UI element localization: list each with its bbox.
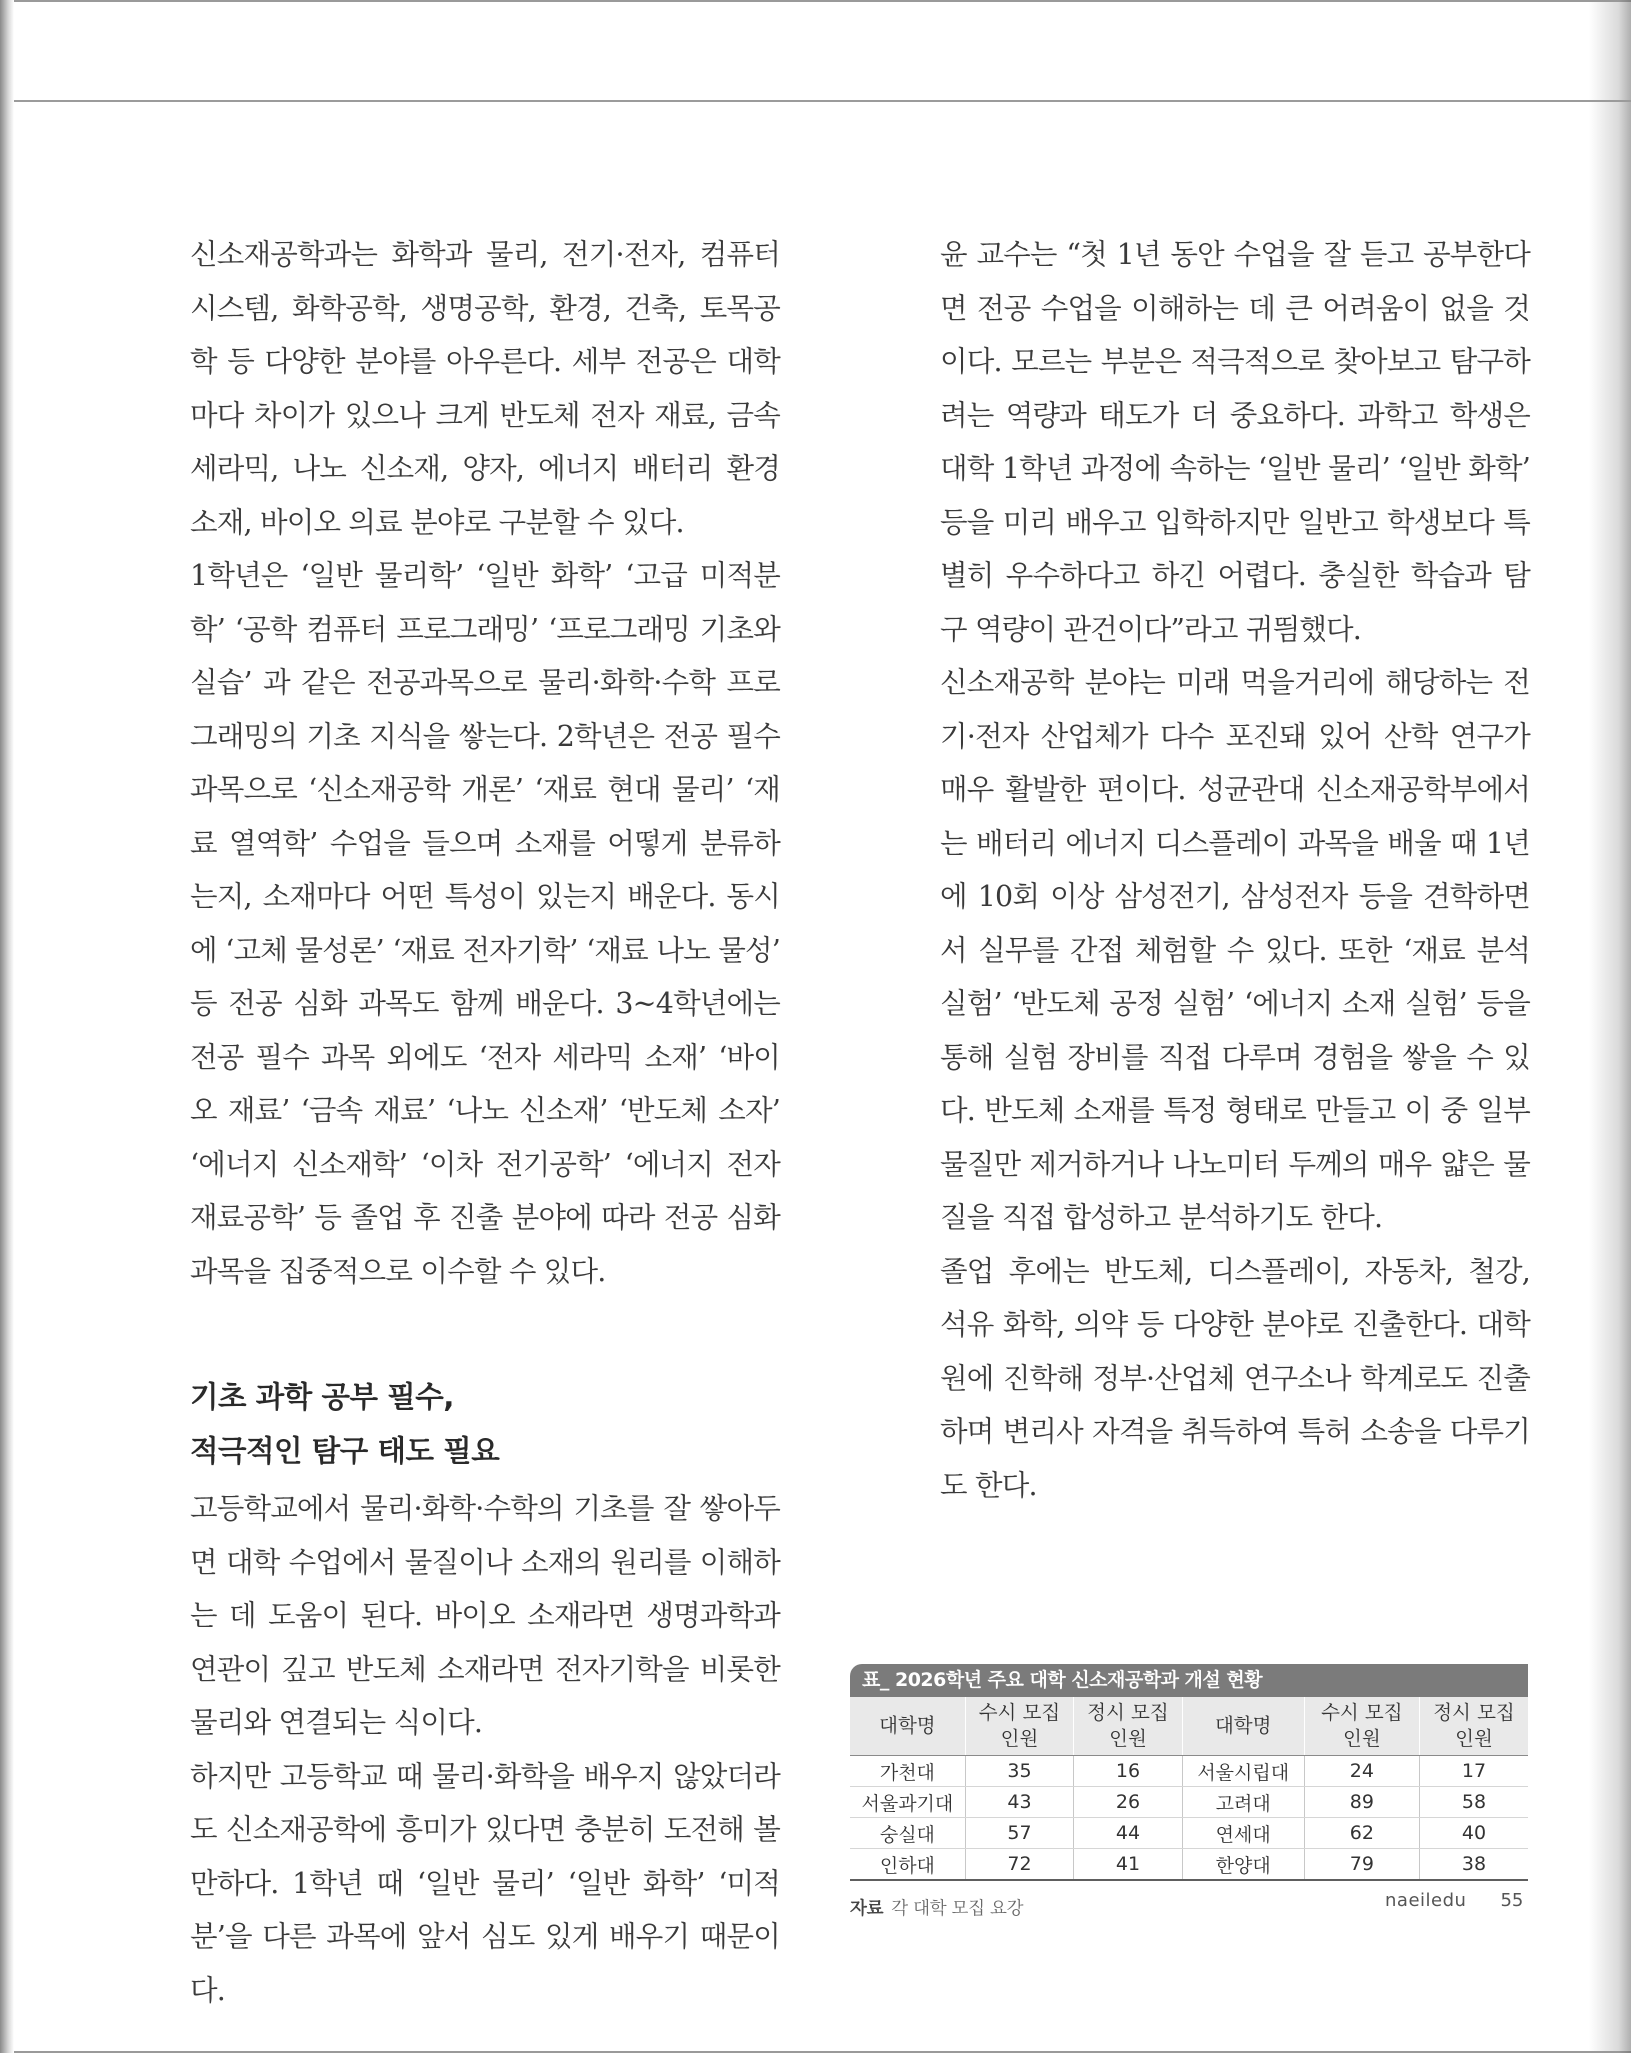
col-header: 수시 모집 인원 [1304,1697,1419,1756]
table-cell: 16 [1074,1756,1182,1787]
magazine-name: naeiledu [1385,1890,1467,1911]
table-cell: 24 [1304,1756,1419,1787]
table-cell: 17 [1419,1756,1528,1787]
table-row [850,1756,1528,1787]
table-cell: 41 [1074,1849,1182,1881]
table-caption: 표_ 2026학년 주요 대학 신소재공학과 개설 현황 [850,1664,1528,1697]
col-header: 대학명 [850,1697,965,1756]
col-header: 정시 모집 인원 [1074,1697,1182,1756]
subheading-line: 기초 과학 공부 필수, [190,1380,454,1414]
table-cell: 26 [1074,1787,1182,1818]
table-row [850,1787,1528,1818]
table-cell: 89 [1304,1787,1419,1818]
table-cell: 고려대 [1182,1787,1304,1818]
page-footer [1385,1890,1523,1911]
body-paragraph: 신소재공학 분야는 미래 먹을거리에 해당하는 전기·전자 산업체가 다수 포진돼 있어 산학 연구가 매우 활발한 편이다. 성균관대 신소재공학부에서는 배터리 에너지 디스플레이 과목을 배울 때 1년에 10회 이상 삼성전기, 삼성전자 등을 견학하면서 실무를 간접 체험할 수 있다. 또한 ‘재료 분석 실험’ ‘반도체 공정 실험’ ‘에너지 소재 실험’ 등을 통해 실험 장비를 직접 다루며 경험을 쌓을 수 있다. 반도체 소재를 특정 형태로 만들고 이 중 일부 물질만 제거하거나 나노미터 두께의 매우 얇은 물질을 직접 합성하고 분석하기도 한다. [940,666,1530,1234]
table-cell: 40 [1419,1818,1528,1849]
page-edge-shadow [1589,0,1631,2053]
table-cell: 79 [1304,1849,1419,1881]
body-paragraph: 고등학교에서 물리·화학·수학의 기초를 잘 쌓아두면 대학 수업에서 물질이나 소재의 원리를 이해하는 데 도움이 된다. 바이오 소재라면 생명과학과 연관이 깊고 반도체 소재라면 전자기학을 비롯한 물리와 연결되는 식이다. [190,1492,780,1739]
table-cell: 서울과기대 [850,1787,965,1818]
page-number: 55 [1500,1890,1524,1911]
table-cell: 62 [1304,1818,1419,1849]
right-column [940,228,1530,1512]
table-row [850,1849,1528,1881]
recruitment-table [850,1697,1528,1881]
col-header: 수시 모집 인원 [965,1697,1073,1756]
table-cell: 44 [1074,1818,1182,1849]
table-cell: 숭실대 [850,1818,965,1849]
col-header: 대학명 [1182,1697,1304,1756]
table-cell: 43 [965,1787,1073,1818]
table-header-row [850,1697,1528,1756]
body-paragraph: 졸업 후에는 반도체, 디스플레이, 자동차, 철강, 석유 화학, 의약 등 다양한 분야로 진출한다. 대학원에 진학해 정부·산업체 연구소나 학계로도 진출하며 변리사 자격을 취득하여 특허 소송을 다루기도 한다. [940,1254,1530,1502]
source-text: 각 대학 모집 요강 [891,1899,1024,1919]
table-cell: 서울시립대 [1182,1756,1304,1787]
table-cell: 가천대 [850,1756,965,1787]
table-cell: 57 [965,1818,1073,1849]
body-paragraph: 1학년은 ‘일반 물리학’ ‘일반 화학’ ‘고급 미적분학’ ‘공학 컴퓨터 프로그래밍’ ‘프로그래밍 기초와 실습’ 과 같은 전공과목으로 물리·화학·수학 프로그래밍의 기초 지식을 쌓는다. 2학년은 전공 필수 과목으로 ‘신소재공학 개론’ ‘재료 현대 물리’ ‘재료 열역학’ 수업을 들으며 소재를 어떻게 분류하는지, 소재마다 어떤 특성이 있는지 배운다. 동시에 ‘고체 물성론’ ‘재료 전자기학’ ‘재료 나노 물성’ 등 전공 심화 과목도 함께 배운다. 3~4학년에는 전공 필수 과목 외에도 ‘전자 세라믹 소재’ ‘바이오 재료’ ‘금속 재료’ ‘나노 신소재’ ‘반도체 소자’ ‘에너지 신소재학’ ‘이차 전기공학’ ‘에너지 전자 재료공학’ 등 졸업 후 진출 분야에 따라 전공 심화 과목을 집중적으로 이수할 수 있다. [190,559,780,1288]
table-cell: 연세대 [1182,1818,1304,1849]
left-column [190,228,780,2017]
header-rule [14,100,1631,102]
table-cell: 35 [965,1756,1073,1787]
section-subheading [190,1370,780,1478]
table-cell: 38 [1461,1853,1487,1875]
table-cell: 한양대 [1182,1849,1304,1881]
table-cell: 58 [1419,1787,1528,1818]
table-cell: 72 [965,1849,1073,1881]
table-cell: 인하대 [850,1849,965,1881]
body-paragraph: 하지만 고등학교 때 물리·화학을 배우지 않았더라도 신소재공학에 흥미가 있다면 충분히 도전해 볼 만하다. 1학년 때 ‘일반 물리’ ‘일반 화학’ ‘미적분’을 다른 과목에 앞서 심도 있게 배우기 때문이다. [190,1759,780,2007]
source-label: 자료 [850,1899,884,1919]
body-paragraph: 윤 교수는 “첫 1년 동안 수업을 잘 듣고 공부한다면 전공 수업을 이해하는 데 큰 어려움이 없을 것이다. 모르는 부분은 적극적으로 찾아보고 탐구하려는 역량과 태도가 더 중요하다. 과학고 학생은 대학 1학년 과정에 속하는 ‘일반 물리’ ‘일반 화학’ 등을 미리 배우고 입학하지만 일반고 학생보다 특별히 우수하다고 하긴 어렵다. 충실한 학습과 탐구 역량이 관건이다”라고 귀띔했다. [940,238,1530,646]
recruitment-table-block [850,1664,1528,1920]
binding-shadow [0,0,14,2053]
col-header: 정시 모집 인원 [1419,1697,1528,1756]
body-paragraph: 신소재공학과는 화학과 물리, 전기·전자, 컴퓨터 시스템, 화학공학, 생명공학, 환경, 건축, 토목공학 등 다양한 분야를 아우른다. 세부 전공은 대학마다 차이가 있으나 크게 반도체 전자 재료, 금속 세라믹, 나노 신소재, 양자, 에너지 배터리 환경 소재, 바이오 의료 분야로 구분할 수 있다. [190,238,780,539]
table-row [850,1818,1528,1849]
subheading-line: 적극적인 탐구 태도 필요 [190,1434,500,1468]
